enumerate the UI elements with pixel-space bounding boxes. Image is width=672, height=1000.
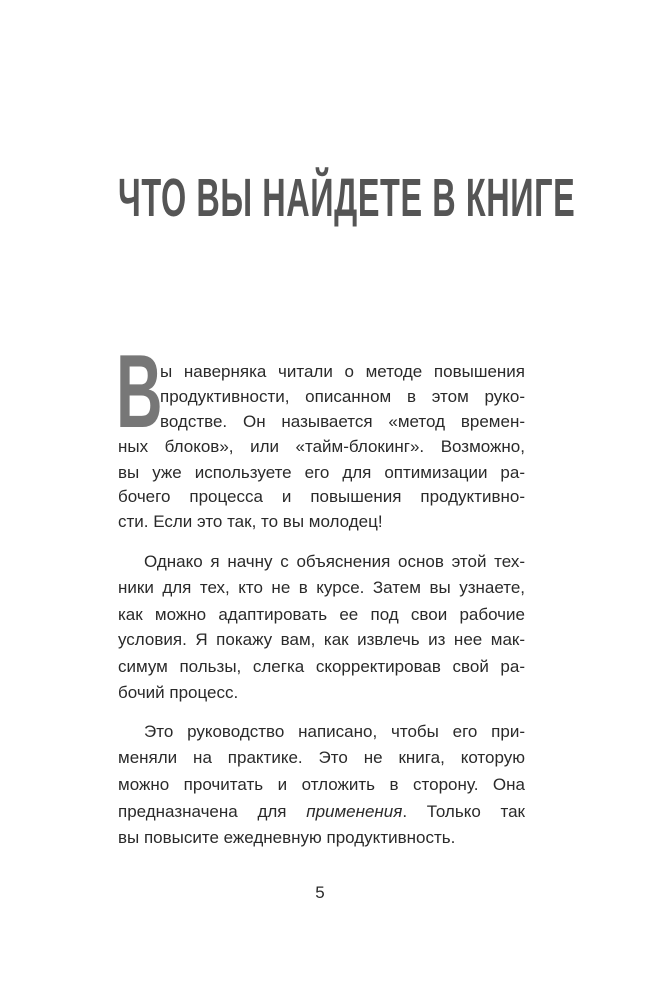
text-line: можно прочитать и отложить в сторону. Она [118,775,525,794]
text-line: ники для тех, кто не в курсе. Затем вы узнаете, [118,578,525,597]
text-segment: предназначена для [118,802,307,821]
page-number: 5 [315,883,325,902]
drop-cap: В [116,334,163,450]
text-line: меняли на практике. Это не книга, которую [118,748,525,767]
text-line: бочий процесс. [118,683,239,702]
chapter-title: ЧТО ВЫ НАЙДЕТЕ В КНИГЕ [118,168,576,228]
text-line: Это руководство написано, чтобы его при- [144,722,525,741]
text-line: симум пользы, слегка скорректировав свой ра- [118,657,525,676]
text-line: сти. Если это так, то вы молодец! [118,512,383,531]
text-line: вы повысите ежедневную продуктивность. [118,828,456,847]
text-segment: . Только так [402,802,525,821]
text-line: продуктивности, описанном в этом руко- [160,387,525,406]
text-line: ных блоков», или «тайм-блокинг». Возможно, [118,437,525,456]
text-line: водстве. Он называется «метод времен- [160,412,525,431]
emphasis-text: применения [306,802,403,821]
text-line [118,802,525,822]
text-line: Однако я начну с объяснения основ этой тех- [144,552,525,571]
text-line: бочего процесса и повышения продуктивно- [118,487,525,506]
text-line: ы наверняка читали о методе повышения [160,362,525,381]
text-line: вы уже используете его для оптимизации ра- [118,463,525,482]
text-line: условия. Я покажу вам, как извлечь из нее мак- [118,630,525,649]
text-line: как можно адаптировать ее под свои рабочие [118,605,525,624]
